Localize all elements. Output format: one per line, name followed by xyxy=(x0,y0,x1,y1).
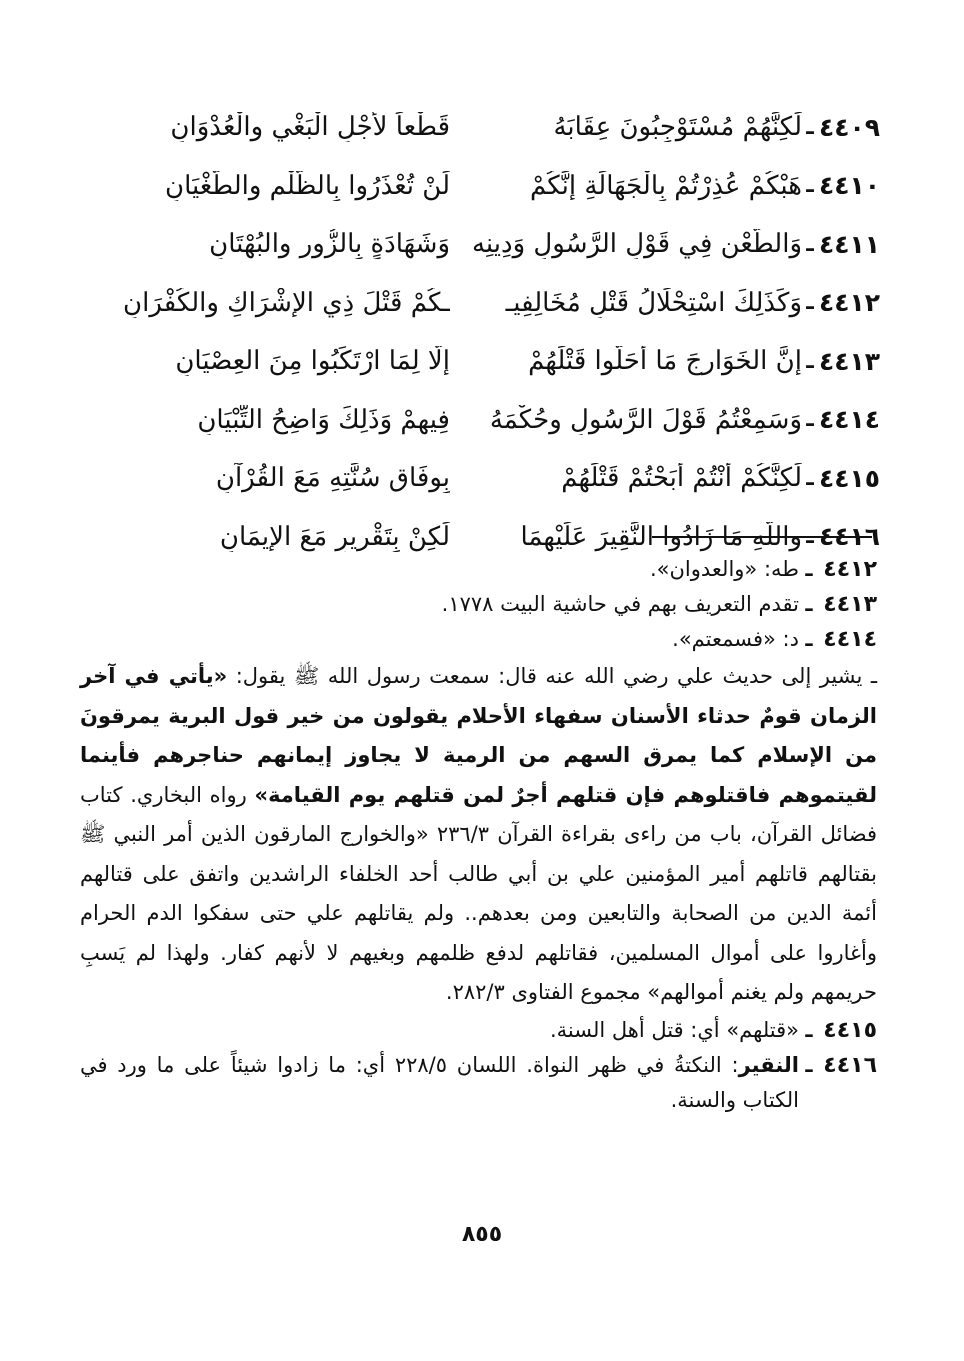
footnote-dash: ـ xyxy=(805,1052,813,1077)
footnote-4414 xyxy=(80,622,877,657)
verse-row xyxy=(80,274,880,333)
verse-number: ٤٤١٣ xyxy=(818,346,880,376)
verse-first-hemistich: هَبْكُمْ عُذِرْتُمْ بِالْجَهَالَةِ إِنَّكُمْ xyxy=(529,170,802,201)
footnote-4415 xyxy=(80,1013,877,1048)
footnote-number: ٤٤١٦ xyxy=(823,1052,877,1078)
verse-second-hemistich: إِلَّا لِمَا ارْتَكَبُوا مِنَ العِصْيَانِ xyxy=(175,346,450,377)
footnote-definition: : النكتةُ في ظهر النواة. اللسان ٢٢٨/٥ أي: ما زادوا شيئاً على ما ورد في الكتاب والسنة. xyxy=(80,1052,799,1112)
footnote-4416 xyxy=(80,1048,877,1118)
footnote-text: د: «فسمعتم». xyxy=(672,627,799,651)
verse-row xyxy=(80,449,880,508)
verse-dash: ـ xyxy=(806,290,814,316)
footnote-number: ٤٤١٢ xyxy=(823,557,877,582)
verse-dash: ـ xyxy=(806,407,814,433)
verse-number: ٤٤١٥ xyxy=(818,463,880,493)
verse-second-hemistich: بِوِفَاقِ سُنَّتِهِ مَعَ القُرْآنِ xyxy=(215,463,450,494)
verses-block xyxy=(80,98,880,566)
footnote-number: ٤٤١٥ xyxy=(823,1017,877,1043)
verse-second-hemistich: لَنْ تُعْذَرُوا بِالظُّلْمِ والطُّغْيَانِ xyxy=(164,170,450,201)
footnote-4412 xyxy=(80,552,877,587)
verse-number: ٤٤١١ xyxy=(818,229,880,259)
verse-dash: ـ xyxy=(806,114,814,140)
footnote-term: النقير xyxy=(738,1052,799,1077)
page-number: ٨٥٥ xyxy=(461,1222,503,1247)
verse-dash: ـ xyxy=(806,348,814,374)
footnote-dash: ـ xyxy=(805,592,813,616)
verse-number: ٤٤١٢ xyxy=(818,288,880,318)
verse-first-hemistich: إِنَّ الخَوَارِجَ مَا أَحَلُّوا قَتْلَهُمْ xyxy=(528,346,802,377)
verse-second-hemistich: قَطْعاً لأَجْلِ الْبَغْيِ والْعُدْوَانِ xyxy=(170,112,450,143)
footnote-4413 xyxy=(80,587,877,622)
hadith-quote: «يأتي في آخر الزمان قومٌ حدثاء الأسنان سفهاء الأحلام يقولون من خير قول البرية يمرقونَ من الإسلام كما يمرق السهم من الرمية لا يجاوز إيمانهم حناجرهم فأينما لقيتموهم فاقتلوهم فإن قتلهم أجرٌ لمن قتلهم يوم القيامة» xyxy=(80,664,877,807)
verse-second-hemistich: ـكُمْ قَتْلَ ذِي الإِشْرَاكِ والكُفْرَانِ xyxy=(123,287,450,318)
verse-second-hemistich: لَكِنْ بِتَقْرِيرٍ مَعَ الإِيمَانِ xyxy=(219,521,450,552)
verse-number: ٤٤١٦ xyxy=(818,522,880,552)
footnote-dash: ـ xyxy=(805,557,813,581)
verse-dash: ـ xyxy=(806,465,814,491)
footnote-text: تقدم التعريف بهم في حاشية البيت ١٧٧٨. xyxy=(441,592,799,616)
verse-number: ٤٤١٠ xyxy=(818,171,880,201)
verse-second-hemistich: وَشَهَادَةٍ بِالزُّورِ والبُهْتَانِ xyxy=(209,229,450,260)
verse-first-hemistich: وَسَمِعْتُمُ قَوْلَ الرَّسُولِ وحُكْمَهُ xyxy=(489,404,802,435)
commentary-intro: ـ يشير إلى حديث علي رضي الله عنه قال: سمعت رسول الله ﷺ يقول: xyxy=(227,664,877,688)
commentary-rest: رواه البخاري. كتاب فضائل القرآن، باب من راءى بقراءة القرآن ٢٣٦/٣ «والخوارج المارقون الذين أمر النبي ﷺ بقتالهم قاتلهم أمير المؤمنين علي بن أبي طالب أحد الخلفاء الراشدين واتفق على قتالهم أئمة الدين من الصحابة والتابعين ومن بعدهم.. ولم يقاتلهم علي حتى سفكوا الدم الحرام وأغاروا على أموال المسلمين، فقاتلهم لدفع ظلمهم وبغيهم لا لأنهم كفار. ولهذا لم يَسبِ حريمهم ولم يغنم أموالهم» مجموع الفتاوى ٢٨٢/٣. xyxy=(80,782,877,1004)
verse-row xyxy=(80,98,880,157)
verse-row xyxy=(80,391,880,450)
verse-row xyxy=(80,215,880,274)
verse-first-hemistich: وَالطَّعْنِ فِي قَوْلِ الرَّسُولِ وَدِينِه xyxy=(472,229,802,260)
footnote-number: ٤٤١٤ xyxy=(823,627,877,652)
verse-dash: ـ xyxy=(806,524,814,550)
verse-first-hemistich: لَكِنَّهُمْ مُسْتَوْجِبُونَ عِقَابَهُ xyxy=(553,112,802,143)
verse-dash: ـ xyxy=(806,231,814,257)
footnote-text: «قتلهم» أي: قتل أهل السنة. xyxy=(549,1017,799,1042)
verse-second-hemistich: فِيهِمْ وَذَلِكَ وَاضِحُ التِّبْيَانِ xyxy=(197,404,450,435)
verse-first-hemistich: واللَّهِ مَا زَادُوا النَّقِيرَ عَلَيْهِمَا xyxy=(520,521,802,552)
verse-number: ٤٤٠٩ xyxy=(818,112,880,142)
footnote-number: ٤٤١٣ xyxy=(823,592,877,617)
footnote-text: طه: «والعدوان». xyxy=(649,557,799,581)
footnote-separator xyxy=(652,536,872,538)
footnote-dash: ـ xyxy=(805,1017,813,1042)
verse-row xyxy=(80,332,880,391)
verse-dash: ـ xyxy=(806,173,814,199)
verse-first-hemistich: وَكَذَلِكَ اسْتِحْلَالُ قَتْلِ مُخَالِفِيـ xyxy=(505,287,802,318)
verse-number: ٤٤١٤ xyxy=(818,405,880,435)
footnote-4414-commentary xyxy=(80,657,877,1013)
footnote-text xyxy=(80,1048,799,1118)
footnotes-block xyxy=(80,552,877,1118)
verse-row xyxy=(80,157,880,216)
verse-first-hemistich: لَكِنَّكُمْ أَنْتُمْ أَبَحْتُمْ قَتْلَهُمْ xyxy=(561,463,802,494)
footnote-dash: ـ xyxy=(805,627,813,651)
